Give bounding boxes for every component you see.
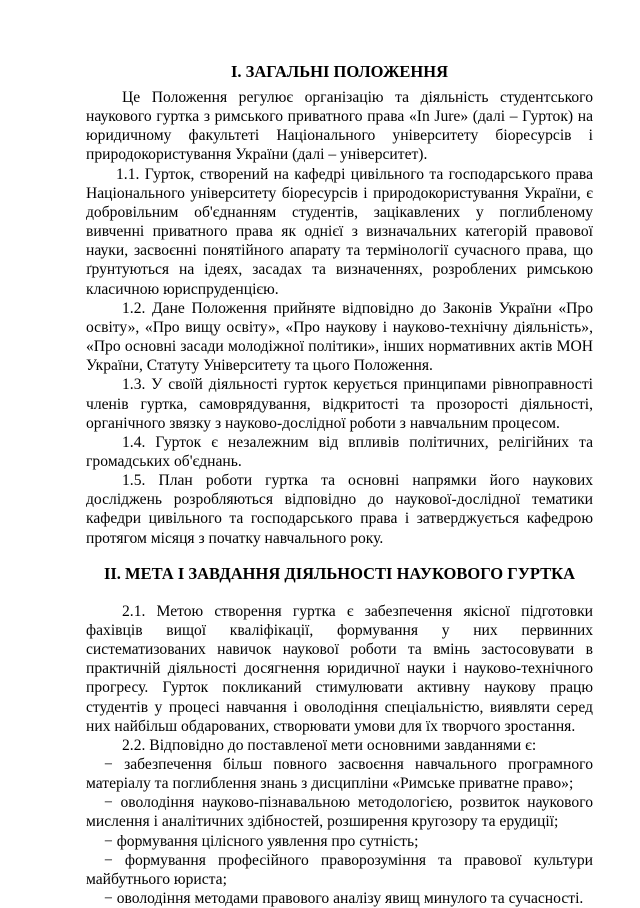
paragraph-1-2: 1.2. Дане Положення прийняте відповідно до Законів України «Про освіту», «Про вищу освіту», «Про наукову і науково-технічну діяльність», «Про основні засади молодіжної політики», інших нормативних актів МОН України, Статуту Університету та цього Положення.: [86, 299, 593, 375]
document-page: [86, 62, 593, 908]
paragraph-1-1: 1.1. Гурток, створений на кафедрі цивільного та господарського права Національного університету біоресурсів і природокористування України, є добровільним об'єднанням студентів, зацікавлених у поглибленому вивченні приватного права як однієї з визначальних категорій правової науки, засвоєнні понятійного апарату та термінології сучасного права, що ґрунтуються на ідеях, засадах та визначеннях, розроблених римською класичною юриспруденцією.: [86, 165, 593, 298]
paragraph-1-4: 1.4. Гурток є незалежним від впливів політичних, релігійних та громадських об'єднань.: [86, 433, 593, 470]
section-1-heading: I. ЗАГАЛЬНІ ПОЛОЖЕННЯ: [231, 62, 448, 81]
paragraph-2-1: 2.1. Метою створення гуртка є забезпечення якісної підготовки фахівців вищої кваліфікації, формування у них первинних систематизованих навичок наукової роботи та вмінь застосовувати в практичній діяльності досягнення юридичної науки і науково-технічного прогресу. Гурток покликаний стимулювати активну наукову працю студентів у процесі навчання і оволодіння спеціальністю, виявляти серед них найбільш обдарованих, створювати умови для їх творчого зростання.: [86, 602, 593, 735]
intro-paragraph: Це Положення регулює організацію та діяльність студентського наукового гуртка з римського приватного права «In Jure» (далі – Гурток) на юридичному факультеті Національного університету біоресурсів і природокористування України (далі – університет).: [86, 89, 593, 164]
bullet-item: − формування цілісного уявлення про сутність;: [104, 832, 419, 850]
paragraph-1-3: 1.3. У своїй діяльності гурток керується принципами рівноправності членів гуртка, самоврядування, відкритості та прозорості діяльності, органічного звязку з науково-дослідної роботи з навчальним процесом.: [86, 376, 593, 432]
paragraph-1-5: 1.5. План роботи гуртка та основні напрямки його наукових досліджень розробляються відповідно до наукової-дослідної тематики кафедри цивільного та господарського права і затверджується кафедрою протягом місяця з початку навчального року.: [86, 472, 593, 547]
section-2-heading: II. МЕТА І ЗАВДАННЯ ДІЯЛЬНОСТІ НАУКОВОГО ГУРТКА: [103, 563, 576, 583]
paragraph-2-2: 2.2. Відповідно до поставленої мети основними завданнями є:: [122, 736, 537, 754]
bullet-item: − забезпечення більш повного засвоєння навчального програмного матеріалу та поглиблення знань з дисципліни «Римське приватне право»;: [86, 756, 593, 793]
bullet-item: − формування професійного праворозуміння та правової культури майбутнього юриста;: [86, 851, 593, 888]
bullet-item: − оволодіння методами правового аналізу явищ минулого та сучасності.: [104, 890, 584, 908]
bullet-item: − оволодіння науково-пізнавальною методологією, розвиток наукового мислення і аналітичних здібностей, розширення кругозору та ерудиції;: [86, 794, 593, 831]
